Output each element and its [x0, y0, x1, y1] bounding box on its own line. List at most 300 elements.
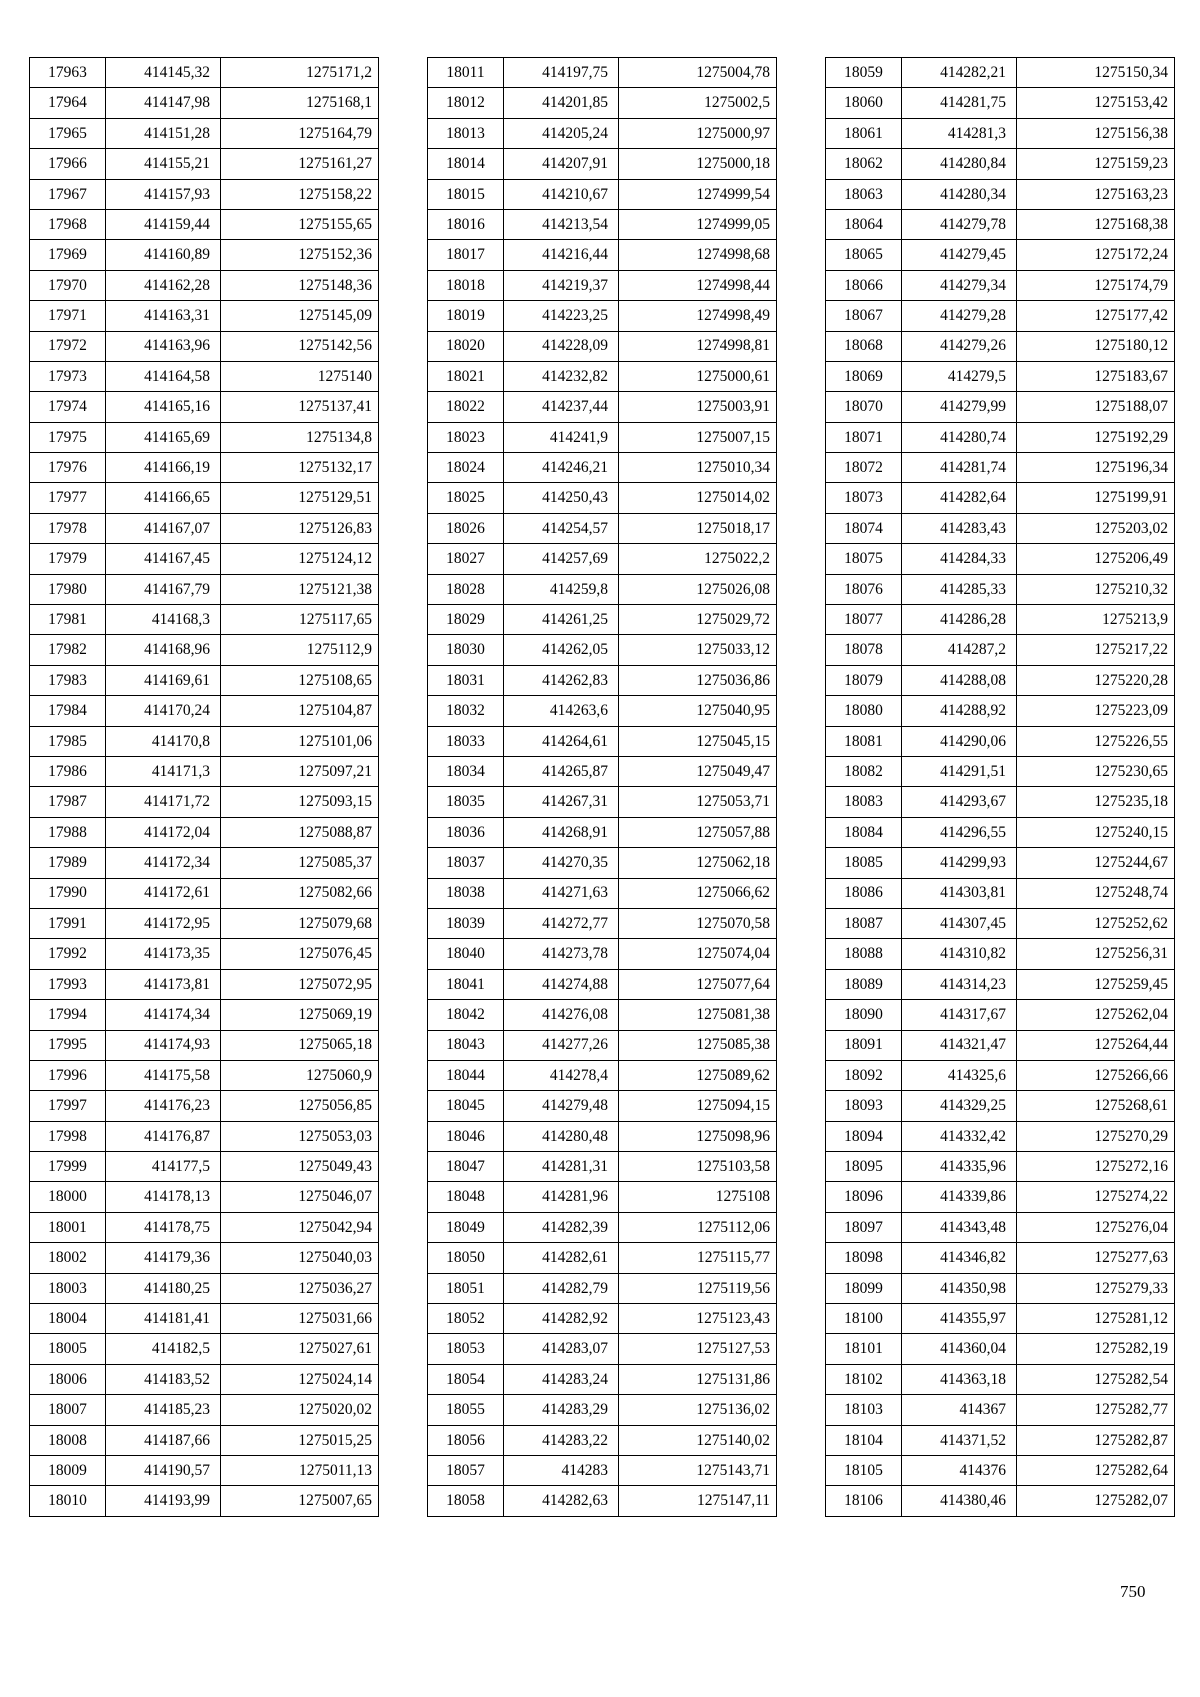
point-number-cell: 18028 [428, 574, 504, 604]
y-coordinate-cell: 1275252,62 [1017, 908, 1175, 938]
table-row [30, 848, 379, 878]
point-number-cell: 17981 [30, 605, 106, 635]
y-coordinate-cell: 1275177,42 [1017, 301, 1175, 331]
table-row [826, 969, 1175, 999]
table-row [826, 118, 1175, 148]
x-coordinate-cell: 414280,48 [504, 1121, 619, 1151]
point-number-cell: 18040 [428, 939, 504, 969]
table-row [30, 483, 379, 513]
table-row [428, 1121, 777, 1151]
x-coordinate-cell: 414262,05 [504, 635, 619, 665]
x-coordinate-cell: 414272,77 [504, 908, 619, 938]
table-row [826, 1364, 1175, 1394]
y-coordinate-cell: 1275161,27 [221, 149, 379, 179]
y-coordinate-cell: 1275264,44 [1017, 1030, 1175, 1060]
table-row [428, 574, 777, 604]
x-coordinate-cell: 414367 [902, 1395, 1017, 1425]
table-row [826, 1486, 1175, 1516]
point-number-cell: 18092 [826, 1060, 902, 1090]
point-number-cell: 18104 [826, 1425, 902, 1455]
y-coordinate-cell: 1275000,18 [619, 149, 777, 179]
y-coordinate-cell: 1275108 [619, 1182, 777, 1212]
table-row [826, 939, 1175, 969]
point-number-cell: 17970 [30, 270, 106, 300]
table-row [826, 544, 1175, 574]
point-number-cell: 18019 [428, 301, 504, 331]
table-row [428, 240, 777, 270]
x-coordinate-cell: 414177,5 [106, 1152, 221, 1182]
point-number-cell: 18073 [826, 483, 902, 513]
y-coordinate-cell: 1275022,2 [619, 544, 777, 574]
table-row [30, 696, 379, 726]
y-coordinate-cell: 1275000,61 [619, 361, 777, 391]
point-number-cell: 17987 [30, 787, 106, 817]
x-coordinate-cell: 414171,3 [106, 756, 221, 786]
point-number-cell: 18061 [826, 118, 902, 148]
table-row [826, 453, 1175, 483]
point-number-cell: 17966 [30, 149, 106, 179]
point-number-cell: 18005 [30, 1334, 106, 1364]
point-number-cell: 18081 [826, 726, 902, 756]
y-coordinate-cell: 1275002,5 [619, 88, 777, 118]
y-coordinate-cell: 1275150,34 [1017, 58, 1175, 88]
table-row [826, 1091, 1175, 1121]
x-coordinate-cell: 414257,69 [504, 544, 619, 574]
x-coordinate-cell: 414187,66 [106, 1425, 221, 1455]
y-coordinate-cell: 1275003,91 [619, 392, 777, 422]
x-coordinate-cell: 414210,67 [504, 179, 619, 209]
point-number-cell: 17993 [30, 969, 106, 999]
point-number-cell: 17984 [30, 696, 106, 726]
point-number-cell: 18058 [428, 1486, 504, 1516]
y-coordinate-cell: 1275124,12 [221, 544, 379, 574]
table-row [428, 301, 777, 331]
x-coordinate-cell: 414310,82 [902, 939, 1017, 969]
x-coordinate-cell: 414157,93 [106, 179, 221, 209]
x-coordinate-cell: 414279,26 [902, 331, 1017, 361]
table-row [30, 1304, 379, 1334]
x-coordinate-cell: 414282,79 [504, 1273, 619, 1303]
point-number-cell: 17965 [30, 118, 106, 148]
point-number-cell: 17996 [30, 1060, 106, 1090]
y-coordinate-cell: 1275143,71 [619, 1455, 777, 1485]
point-number-cell: 18067 [826, 301, 902, 331]
y-coordinate-cell: 1275171,2 [221, 58, 379, 88]
table-row [428, 270, 777, 300]
y-coordinate-cell: 1275140 [221, 361, 379, 391]
y-coordinate-cell: 1275062,18 [619, 848, 777, 878]
table-row [30, 58, 379, 88]
coordinates-table-1 [29, 57, 379, 1517]
x-coordinate-cell: 414165,69 [106, 422, 221, 452]
x-coordinate-cell: 414151,28 [106, 118, 221, 148]
table-row [428, 635, 777, 665]
table-row [826, 331, 1175, 361]
x-coordinate-cell: 414171,72 [106, 787, 221, 817]
point-number-cell: 18033 [428, 726, 504, 756]
x-coordinate-cell: 414168,3 [106, 605, 221, 635]
point-number-cell: 18055 [428, 1395, 504, 1425]
x-coordinate-cell: 414376 [902, 1455, 1017, 1485]
x-coordinate-cell: 414180,25 [106, 1273, 221, 1303]
table-row [428, 1243, 777, 1273]
table-row [30, 544, 379, 574]
y-coordinate-cell: 1275172,24 [1017, 240, 1175, 270]
x-coordinate-cell: 414174,34 [106, 1000, 221, 1030]
table-row [428, 453, 777, 483]
y-coordinate-cell: 1275060,9 [221, 1060, 379, 1090]
y-coordinate-cell: 1275031,66 [221, 1304, 379, 1334]
y-coordinate-cell: 1275018,17 [619, 513, 777, 543]
table-row [30, 635, 379, 665]
x-coordinate-cell: 414205,24 [504, 118, 619, 148]
y-coordinate-cell: 1275199,91 [1017, 483, 1175, 513]
y-coordinate-cell: 1275188,07 [1017, 392, 1175, 422]
point-number-cell: 17992 [30, 939, 106, 969]
y-coordinate-cell: 1275089,62 [619, 1060, 777, 1090]
y-coordinate-cell: 1275168,38 [1017, 209, 1175, 239]
table-row [826, 1425, 1175, 1455]
point-number-cell: 18060 [826, 88, 902, 118]
x-coordinate-cell: 414254,57 [504, 513, 619, 543]
table-row [30, 908, 379, 938]
x-coordinate-cell: 414172,61 [106, 878, 221, 908]
point-number-cell: 18071 [826, 422, 902, 452]
table-row [428, 726, 777, 756]
y-coordinate-cell: 1275103,58 [619, 1152, 777, 1182]
x-coordinate-cell: 414360,04 [902, 1334, 1017, 1364]
point-number-cell: 18054 [428, 1364, 504, 1394]
y-coordinate-cell: 1275004,78 [619, 58, 777, 88]
y-coordinate-cell: 1275101,06 [221, 726, 379, 756]
point-number-cell: 18004 [30, 1304, 106, 1334]
point-number-cell: 18038 [428, 878, 504, 908]
x-coordinate-cell: 414288,08 [902, 665, 1017, 695]
x-coordinate-cell: 414259,8 [504, 574, 619, 604]
y-coordinate-cell: 1275045,15 [619, 726, 777, 756]
point-number-cell: 18053 [428, 1334, 504, 1364]
y-coordinate-cell: 1275024,14 [221, 1364, 379, 1394]
point-number-cell: 18010 [30, 1486, 106, 1516]
x-coordinate-cell: 414279,45 [902, 240, 1017, 270]
x-coordinate-cell: 414279,78 [902, 209, 1017, 239]
point-number-cell: 18089 [826, 969, 902, 999]
point-number-cell: 17964 [30, 88, 106, 118]
table-row [30, 787, 379, 817]
point-number-cell: 18066 [826, 270, 902, 300]
point-number-cell: 18070 [826, 392, 902, 422]
table-row [30, 665, 379, 695]
table-row [30, 1030, 379, 1060]
x-coordinate-cell: 414317,67 [902, 1000, 1017, 1030]
table-row [428, 939, 777, 969]
y-coordinate-cell: 1275121,38 [221, 574, 379, 604]
x-coordinate-cell: 414281,96 [504, 1182, 619, 1212]
point-number-cell: 18039 [428, 908, 504, 938]
point-number-cell: 18006 [30, 1364, 106, 1394]
table-row [428, 1455, 777, 1485]
x-coordinate-cell: 414279,99 [902, 392, 1017, 422]
x-coordinate-cell: 414282,21 [902, 58, 1017, 88]
x-coordinate-cell: 414380,46 [902, 1486, 1017, 1516]
x-coordinate-cell: 414182,5 [106, 1334, 221, 1364]
point-number-cell: 18078 [826, 635, 902, 665]
x-coordinate-cell: 414303,81 [902, 878, 1017, 908]
y-coordinate-cell: 1275272,16 [1017, 1152, 1175, 1182]
table-row [30, 270, 379, 300]
table-row [30, 1152, 379, 1182]
y-coordinate-cell: 1275153,42 [1017, 88, 1175, 118]
table-row [30, 969, 379, 999]
table-row [428, 1000, 777, 1030]
x-coordinate-cell: 414164,58 [106, 361, 221, 391]
y-coordinate-cell: 1274999,54 [619, 179, 777, 209]
table-row [428, 665, 777, 695]
point-number-cell: 17999 [30, 1152, 106, 1182]
y-coordinate-cell: 1275196,34 [1017, 453, 1175, 483]
y-coordinate-cell: 1275123,43 [619, 1304, 777, 1334]
y-coordinate-cell: 1275094,15 [619, 1091, 777, 1121]
point-number-cell: 18048 [428, 1182, 504, 1212]
y-coordinate-cell: 1275098,96 [619, 1121, 777, 1151]
x-coordinate-cell: 414283,29 [504, 1395, 619, 1425]
point-number-cell: 18100 [826, 1304, 902, 1334]
point-number-cell: 18042 [428, 1000, 504, 1030]
point-number-cell: 18030 [428, 635, 504, 665]
table-row [428, 1212, 777, 1242]
point-number-cell: 18015 [428, 179, 504, 209]
x-coordinate-cell: 414155,21 [106, 149, 221, 179]
table-row [428, 787, 777, 817]
x-coordinate-cell: 414278,4 [504, 1060, 619, 1090]
table-row [428, 58, 777, 88]
y-coordinate-cell: 1275076,45 [221, 939, 379, 969]
x-coordinate-cell: 414166,19 [106, 453, 221, 483]
y-coordinate-cell: 1274998,44 [619, 270, 777, 300]
table-row [826, 878, 1175, 908]
y-coordinate-cell: 1275136,02 [619, 1395, 777, 1425]
y-coordinate-cell: 1275226,55 [1017, 726, 1175, 756]
point-number-cell: 18096 [826, 1182, 902, 1212]
x-coordinate-cell: 414167,79 [106, 574, 221, 604]
x-coordinate-cell: 414193,99 [106, 1486, 221, 1516]
y-coordinate-cell: 1275140,02 [619, 1425, 777, 1455]
point-number-cell: 18011 [428, 58, 504, 88]
y-coordinate-cell: 1275065,18 [221, 1030, 379, 1060]
y-coordinate-cell: 1275085,37 [221, 848, 379, 878]
x-coordinate-cell: 414263,6 [504, 696, 619, 726]
x-coordinate-cell: 414282,92 [504, 1304, 619, 1334]
point-number-cell: 18000 [30, 1182, 106, 1212]
x-coordinate-cell: 414173,81 [106, 969, 221, 999]
coordinates-table-2 [427, 57, 777, 1517]
table-row [826, 817, 1175, 847]
point-number-cell: 17974 [30, 392, 106, 422]
y-coordinate-cell: 1275119,56 [619, 1273, 777, 1303]
x-coordinate-cell: 414335,96 [902, 1152, 1017, 1182]
table-row [826, 848, 1175, 878]
x-coordinate-cell: 414279,34 [902, 270, 1017, 300]
point-number-cell: 18105 [826, 1455, 902, 1485]
point-number-cell: 18037 [428, 848, 504, 878]
x-coordinate-cell: 414273,78 [504, 939, 619, 969]
x-coordinate-cell: 414179,36 [106, 1243, 221, 1273]
y-coordinate-cell: 1275036,86 [619, 665, 777, 695]
y-coordinate-cell: 1275053,03 [221, 1121, 379, 1151]
point-number-cell: 18087 [826, 908, 902, 938]
table-row [30, 1121, 379, 1151]
table-row [428, 179, 777, 209]
y-coordinate-cell: 1274999,05 [619, 209, 777, 239]
y-coordinate-cell: 1275131,86 [619, 1364, 777, 1394]
x-coordinate-cell: 414291,51 [902, 756, 1017, 786]
x-coordinate-cell: 414279,5 [902, 361, 1017, 391]
table-row [428, 209, 777, 239]
table-row [826, 1000, 1175, 1030]
table-row [30, 1486, 379, 1516]
point-number-cell: 18012 [428, 88, 504, 118]
point-number-cell: 18062 [826, 149, 902, 179]
x-coordinate-cell: 414371,52 [902, 1425, 1017, 1455]
y-coordinate-cell: 1275079,68 [221, 908, 379, 938]
point-number-cell: 18029 [428, 605, 504, 635]
point-number-cell: 18074 [826, 513, 902, 543]
point-number-cell: 18095 [826, 1152, 902, 1182]
point-number-cell: 18003 [30, 1273, 106, 1303]
y-coordinate-cell: 1275020,02 [221, 1395, 379, 1425]
point-number-cell: 18059 [826, 58, 902, 88]
table-row [30, 1182, 379, 1212]
table-row [826, 209, 1175, 239]
point-number-cell: 18090 [826, 1000, 902, 1030]
coordinates-table-3 [825, 57, 1175, 1517]
table-row [30, 392, 379, 422]
y-coordinate-cell: 1275126,83 [221, 513, 379, 543]
x-coordinate-cell: 414168,96 [106, 635, 221, 665]
table-row [428, 908, 777, 938]
table-row [428, 878, 777, 908]
y-coordinate-cell: 1275015,25 [221, 1425, 379, 1455]
y-coordinate-cell: 1275282,77 [1017, 1395, 1175, 1425]
table-row [428, 1364, 777, 1394]
point-number-cell: 17971 [30, 301, 106, 331]
y-coordinate-cell: 1275040,03 [221, 1243, 379, 1273]
x-coordinate-cell: 414250,43 [504, 483, 619, 513]
point-number-cell: 17989 [30, 848, 106, 878]
y-coordinate-cell: 1275282,54 [1017, 1364, 1175, 1394]
table-row [826, 756, 1175, 786]
table-row [30, 88, 379, 118]
point-number-cell: 17995 [30, 1030, 106, 1060]
point-number-cell: 18007 [30, 1395, 106, 1425]
point-number-cell: 18075 [826, 544, 902, 574]
point-number-cell: 17980 [30, 574, 106, 604]
y-coordinate-cell: 1275163,23 [1017, 179, 1175, 209]
y-coordinate-cell: 1275148,36 [221, 270, 379, 300]
x-coordinate-cell: 414176,23 [106, 1091, 221, 1121]
table-row [826, 574, 1175, 604]
y-coordinate-cell: 1275282,64 [1017, 1455, 1175, 1485]
y-coordinate-cell: 1275097,21 [221, 756, 379, 786]
x-coordinate-cell: 414170,8 [106, 726, 221, 756]
point-number-cell: 18088 [826, 939, 902, 969]
y-coordinate-cell: 1274998,81 [619, 331, 777, 361]
x-coordinate-cell: 414296,55 [902, 817, 1017, 847]
point-number-cell: 17982 [30, 635, 106, 665]
point-number-cell: 18093 [826, 1091, 902, 1121]
point-number-cell: 18014 [428, 149, 504, 179]
table-row [826, 1182, 1175, 1212]
table-row [428, 1334, 777, 1364]
x-coordinate-cell: 414173,35 [106, 939, 221, 969]
y-coordinate-cell: 1275026,08 [619, 574, 777, 604]
table-row [826, 483, 1175, 513]
table-row [30, 605, 379, 635]
point-number-cell: 18057 [428, 1455, 504, 1485]
point-number-cell: 18027 [428, 544, 504, 574]
point-number-cell: 18065 [826, 240, 902, 270]
y-coordinate-cell: 1275158,22 [221, 179, 379, 209]
x-coordinate-cell: 414281,3 [902, 118, 1017, 148]
y-coordinate-cell: 1275277,63 [1017, 1243, 1175, 1273]
x-coordinate-cell: 414160,89 [106, 240, 221, 270]
y-coordinate-cell: 1275085,38 [619, 1030, 777, 1060]
table-row [826, 149, 1175, 179]
point-number-cell: 18064 [826, 209, 902, 239]
table-row [428, 1030, 777, 1060]
x-coordinate-cell: 414237,44 [504, 392, 619, 422]
x-coordinate-cell: 414232,82 [504, 361, 619, 391]
point-number-cell: 18035 [428, 787, 504, 817]
table-row [826, 1030, 1175, 1060]
table-row [428, 1060, 777, 1090]
point-number-cell: 18051 [428, 1273, 504, 1303]
point-number-cell: 18083 [826, 787, 902, 817]
y-coordinate-cell: 1275134,8 [221, 422, 379, 452]
table-row [826, 240, 1175, 270]
y-coordinate-cell: 1275104,87 [221, 696, 379, 726]
point-number-cell: 18025 [428, 483, 504, 513]
table-row [826, 696, 1175, 726]
table-row [826, 270, 1175, 300]
x-coordinate-cell: 414286,28 [902, 605, 1017, 635]
x-coordinate-cell: 414277,26 [504, 1030, 619, 1060]
y-coordinate-cell: 1275156,38 [1017, 118, 1175, 148]
table-row [30, 1091, 379, 1121]
table-row [826, 301, 1175, 331]
table-row [428, 1395, 777, 1425]
point-number-cell: 18024 [428, 453, 504, 483]
x-coordinate-cell: 414283,43 [902, 513, 1017, 543]
y-coordinate-cell: 1275049,43 [221, 1152, 379, 1182]
point-number-cell: 18046 [428, 1121, 504, 1151]
y-coordinate-cell: 1275088,87 [221, 817, 379, 847]
table-row [428, 483, 777, 513]
y-coordinate-cell: 1275049,47 [619, 756, 777, 786]
y-coordinate-cell: 1275046,07 [221, 1182, 379, 1212]
x-coordinate-cell: 414265,87 [504, 756, 619, 786]
point-number-cell: 18084 [826, 817, 902, 847]
x-coordinate-cell: 414241,9 [504, 422, 619, 452]
table-row [428, 331, 777, 361]
x-coordinate-cell: 414165,16 [106, 392, 221, 422]
table-row [30, 513, 379, 543]
point-number-cell: 18017 [428, 240, 504, 270]
y-coordinate-cell: 1275127,53 [619, 1334, 777, 1364]
table-row [30, 118, 379, 148]
x-coordinate-cell: 414159,44 [106, 209, 221, 239]
table-row [826, 58, 1175, 88]
